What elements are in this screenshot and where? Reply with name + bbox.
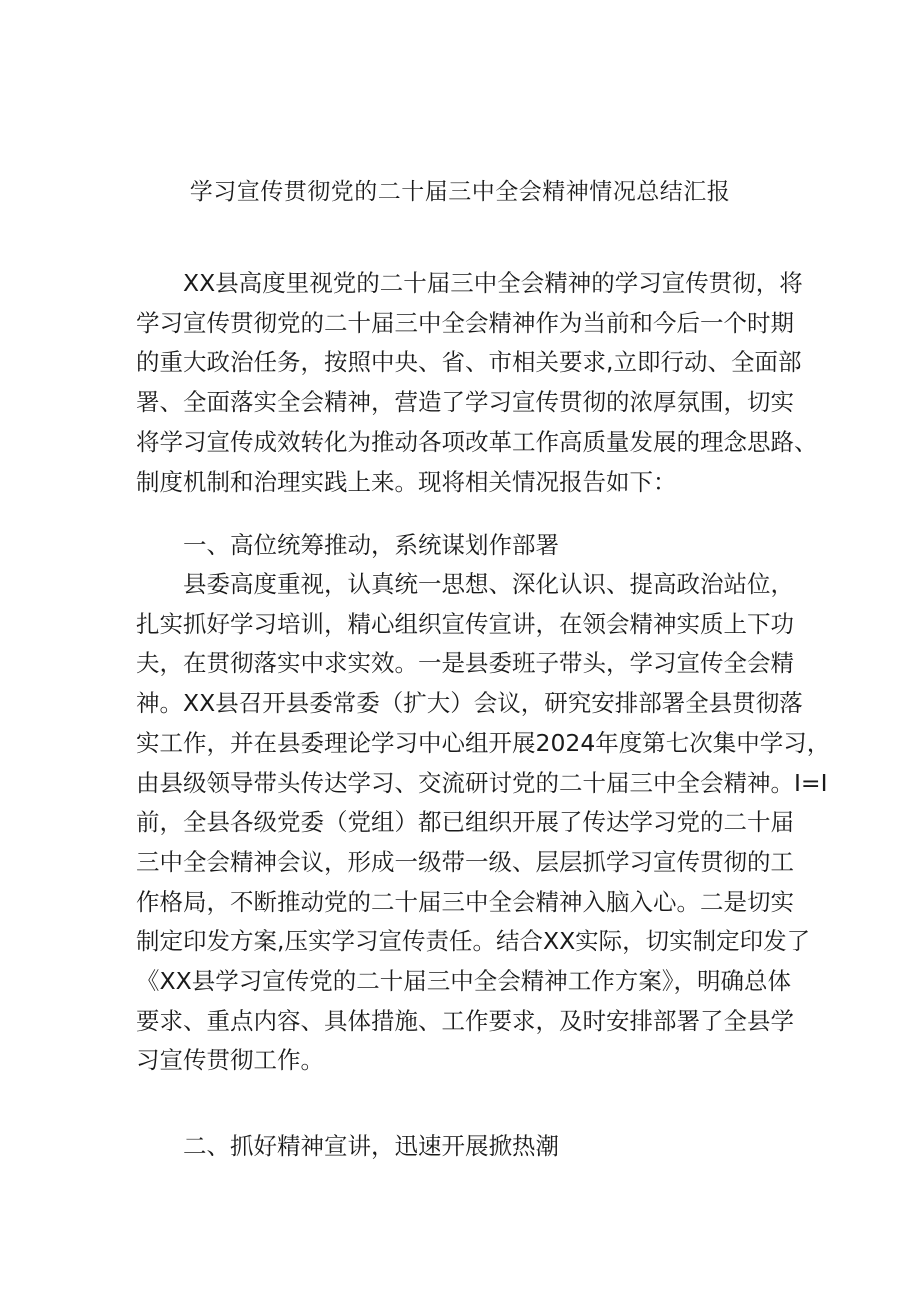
- section-heading-text: 二、抓好精神宣讲，迅速开展掀热潮: [183, 1132, 559, 1160]
- paragraph-line: 神。XX县召开县委常委（扩大）会议，研究安排部署全县贯彻落: [136, 689, 803, 718]
- paragraph-line: 三中全会精神会议，形成一级带一级、层层抓学习宣传贯彻的工: [136, 847, 794, 876]
- paragraph-line: 制定印发方案,压实学习宣传责任。结合XX实际，切实制定印发了: [136, 927, 811, 956]
- section-heading-2: [136, 1127, 798, 1167]
- paragraph-line: 的重大政治任务，按照中央、省、市相关要求,立即行动、全面部: [136, 348, 802, 377]
- document-title: 学习宣传贯彻党的二十届三中全会精神情况总结汇报: [189, 179, 731, 205]
- paragraph-line: 县委高度重视，认真统一思想、深化认识、提高政治站位，: [183, 570, 794, 598]
- paragraph-line: 制度机制和治理实践上来。现将相关情况报告如下：: [136, 467, 677, 496]
- paragraph-line: 署、全面落实全会精神，营造了学习宣传贯彻的浓厚氛围，切实: [136, 388, 794, 417]
- paragraph-line: 由县级领导带头传达学习、交流研讨党的二十届三中全会精神。I=I: [136, 768, 828, 797]
- intro-paragraph: [136, 264, 818, 502]
- section-1-paragraph: [136, 565, 831, 1081]
- paragraph-line: 前，全县各级党委（党组）都已组织开展了传达学习党的二十届: [136, 808, 794, 837]
- section-heading-text: 一、高位统筹推动，系统谋划作部署: [183, 531, 559, 559]
- paragraph-line: XX县高度里视党的二十届三中全会精神的学习宣传贯彻，将: [183, 269, 803, 297]
- paragraph-line: 学习宣传贯彻党的二十届三中全会精神作为当前和今后一个时期: [136, 308, 794, 337]
- paragraph-line: 夫，在贯彻落实中求实效。一是县委班子带头，学习宣传全会精: [136, 649, 794, 678]
- paragraph-line: 要求、重点内容、具体措施、工作要求，及时安排部署了全县学: [136, 1006, 794, 1035]
- paragraph-line: 实工作，并在县委理论学习中心组开展2024年度第七次集中学习，: [136, 728, 831, 757]
- paragraph-line: 扎实抓好学习培训，精心组织宣传宣讲，在领会精神实质上下功: [136, 609, 794, 638]
- paragraph-line: 《XX县学习宣传党的二十届三中全会精神工作方案》，明确总体: [136, 967, 791, 996]
- paragraph-line: 作格局，不断推动党的二十届三中全会精神入脑入心。二是切实: [136, 887, 794, 916]
- paragraph-line: 习宣传贯彻工作。: [136, 1046, 324, 1075]
- paragraph-line: 将学习宣传成效转化为推动各项改革工作高质量发展的理念思路、: [136, 427, 818, 456]
- section-heading-1: [136, 526, 798, 566]
